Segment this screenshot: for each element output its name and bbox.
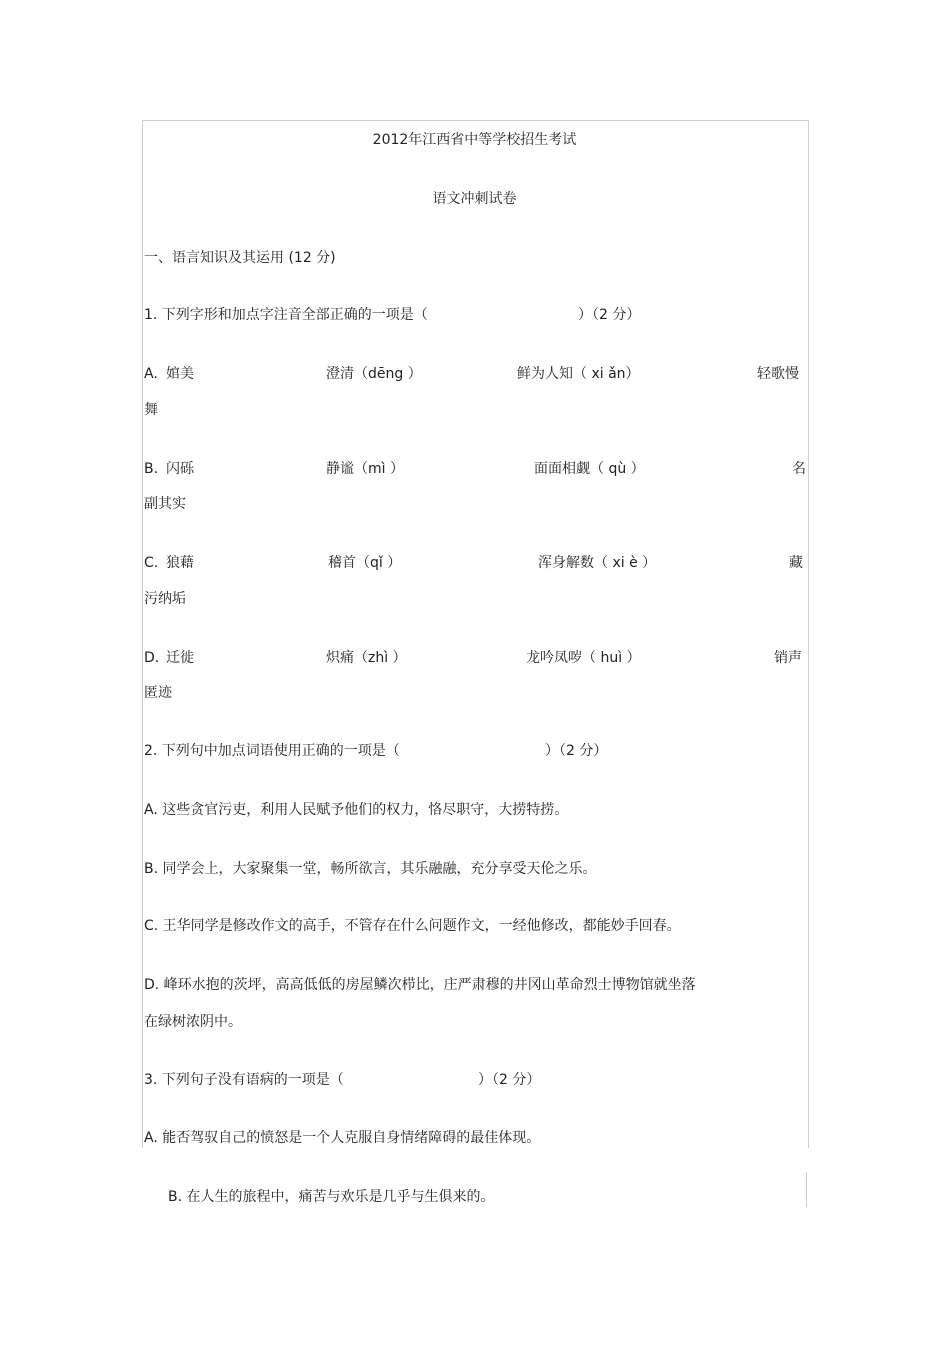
q3-score: ）（2 分） bbox=[478, 1072, 541, 1088]
q1-option-b-word4: 名 bbox=[792, 461, 806, 477]
q2-option-d-continued: 在绿树浓阴中。 bbox=[144, 1014, 242, 1030]
q1-option-b-label: B. bbox=[144, 461, 159, 477]
q1-option-d-word3: 龙吟凤哕（ huì ） bbox=[526, 650, 641, 666]
q2-option-d: D. 峰环水抱的茨坪，高高低低的房屋鳞次栉比，庄严肃穆的井冈山革命烈士博物馆就坐落 bbox=[144, 977, 696, 993]
q3-option-b: B. 在人生的旅程中，痛苦与欢乐是几乎与生俱来的。 bbox=[168, 1189, 495, 1205]
q1-option-b-continued: 副其实 bbox=[144, 496, 186, 512]
q1-option-a-word2: 澄清（dēng ） bbox=[326, 366, 422, 382]
section-heading: 一、语言知识及其运用 (12 分) bbox=[144, 250, 336, 266]
q1-option-c-word3: 浑身解数（ xi è ） bbox=[538, 555, 657, 571]
q1-option-a-word1: 婠美 bbox=[166, 366, 194, 382]
page-frame-edge bbox=[806, 1172, 807, 1207]
q1-option-a-continued: 舞 bbox=[144, 402, 158, 418]
q1-option-d-label: D. bbox=[144, 650, 160, 666]
q1-option-b-word3: 面面相觑（ qù ） bbox=[534, 461, 645, 477]
q1-option-c-word2: 稽首（qǐ ） bbox=[328, 555, 402, 571]
q1-option-c-continued: 污纳垢 bbox=[144, 591, 186, 607]
exam-title: 2012年江西省中等学校招生考试 bbox=[372, 132, 577, 148]
q1-option-a-label: A. bbox=[144, 366, 158, 382]
exam-subtitle: 语文冲刺试卷 bbox=[432, 191, 517, 207]
q1-option-b-word1: 闪砾 bbox=[166, 461, 194, 477]
q2-option-b: B. 同学会上，大家聚集一堂，畅所欲言，其乐融融，充分享受天伦之乐。 bbox=[144, 861, 597, 877]
q2-option-c: C. 王华同学是修改作文的高手，不管存在什么问题作文，一经他修改，都能妙手回春。 bbox=[144, 918, 681, 934]
q1-option-c-label: C. bbox=[144, 555, 159, 571]
q1-option-b-word2: 静谧（mì ） bbox=[326, 461, 404, 477]
q1-option-a-word3: 鲜为人知（ xi ǎn） bbox=[517, 366, 640, 382]
q2-score: ）（2 分） bbox=[545, 743, 608, 759]
q1-stem: 1. 下列字形和加点字注音全部正确的一项是（ bbox=[144, 307, 428, 323]
q3-stem: 3. 下列句子没有语病的一项是（ bbox=[144, 1072, 344, 1088]
q1-option-a-word4: 轻歌慢 bbox=[757, 366, 799, 382]
q1-option-d-word2: 炽痛（zhì ） bbox=[326, 650, 407, 666]
q2-stem: 2. 下列句中加点词语使用正确的一项是（ bbox=[144, 743, 400, 759]
q1-option-d-word1: 迁徙 bbox=[166, 650, 194, 666]
q1-score: ）（2 分） bbox=[578, 307, 641, 323]
q1-option-c-word4: 藏 bbox=[789, 555, 803, 571]
q3-option-a: A. 能否驾驭自己的愤怒是一个人克服自身情绪障碍的最佳体现。 bbox=[144, 1130, 541, 1146]
q2-option-a: A. 这些贪官污吏，利用人民赋予他们的权力，恪尽职守，大捞特捞。 bbox=[144, 802, 569, 818]
q1-option-d-word4: 销声 bbox=[774, 650, 802, 666]
q1-option-d-continued: 匿迹 bbox=[144, 685, 172, 701]
q1-option-c-word1: 狼藉 bbox=[166, 555, 194, 571]
